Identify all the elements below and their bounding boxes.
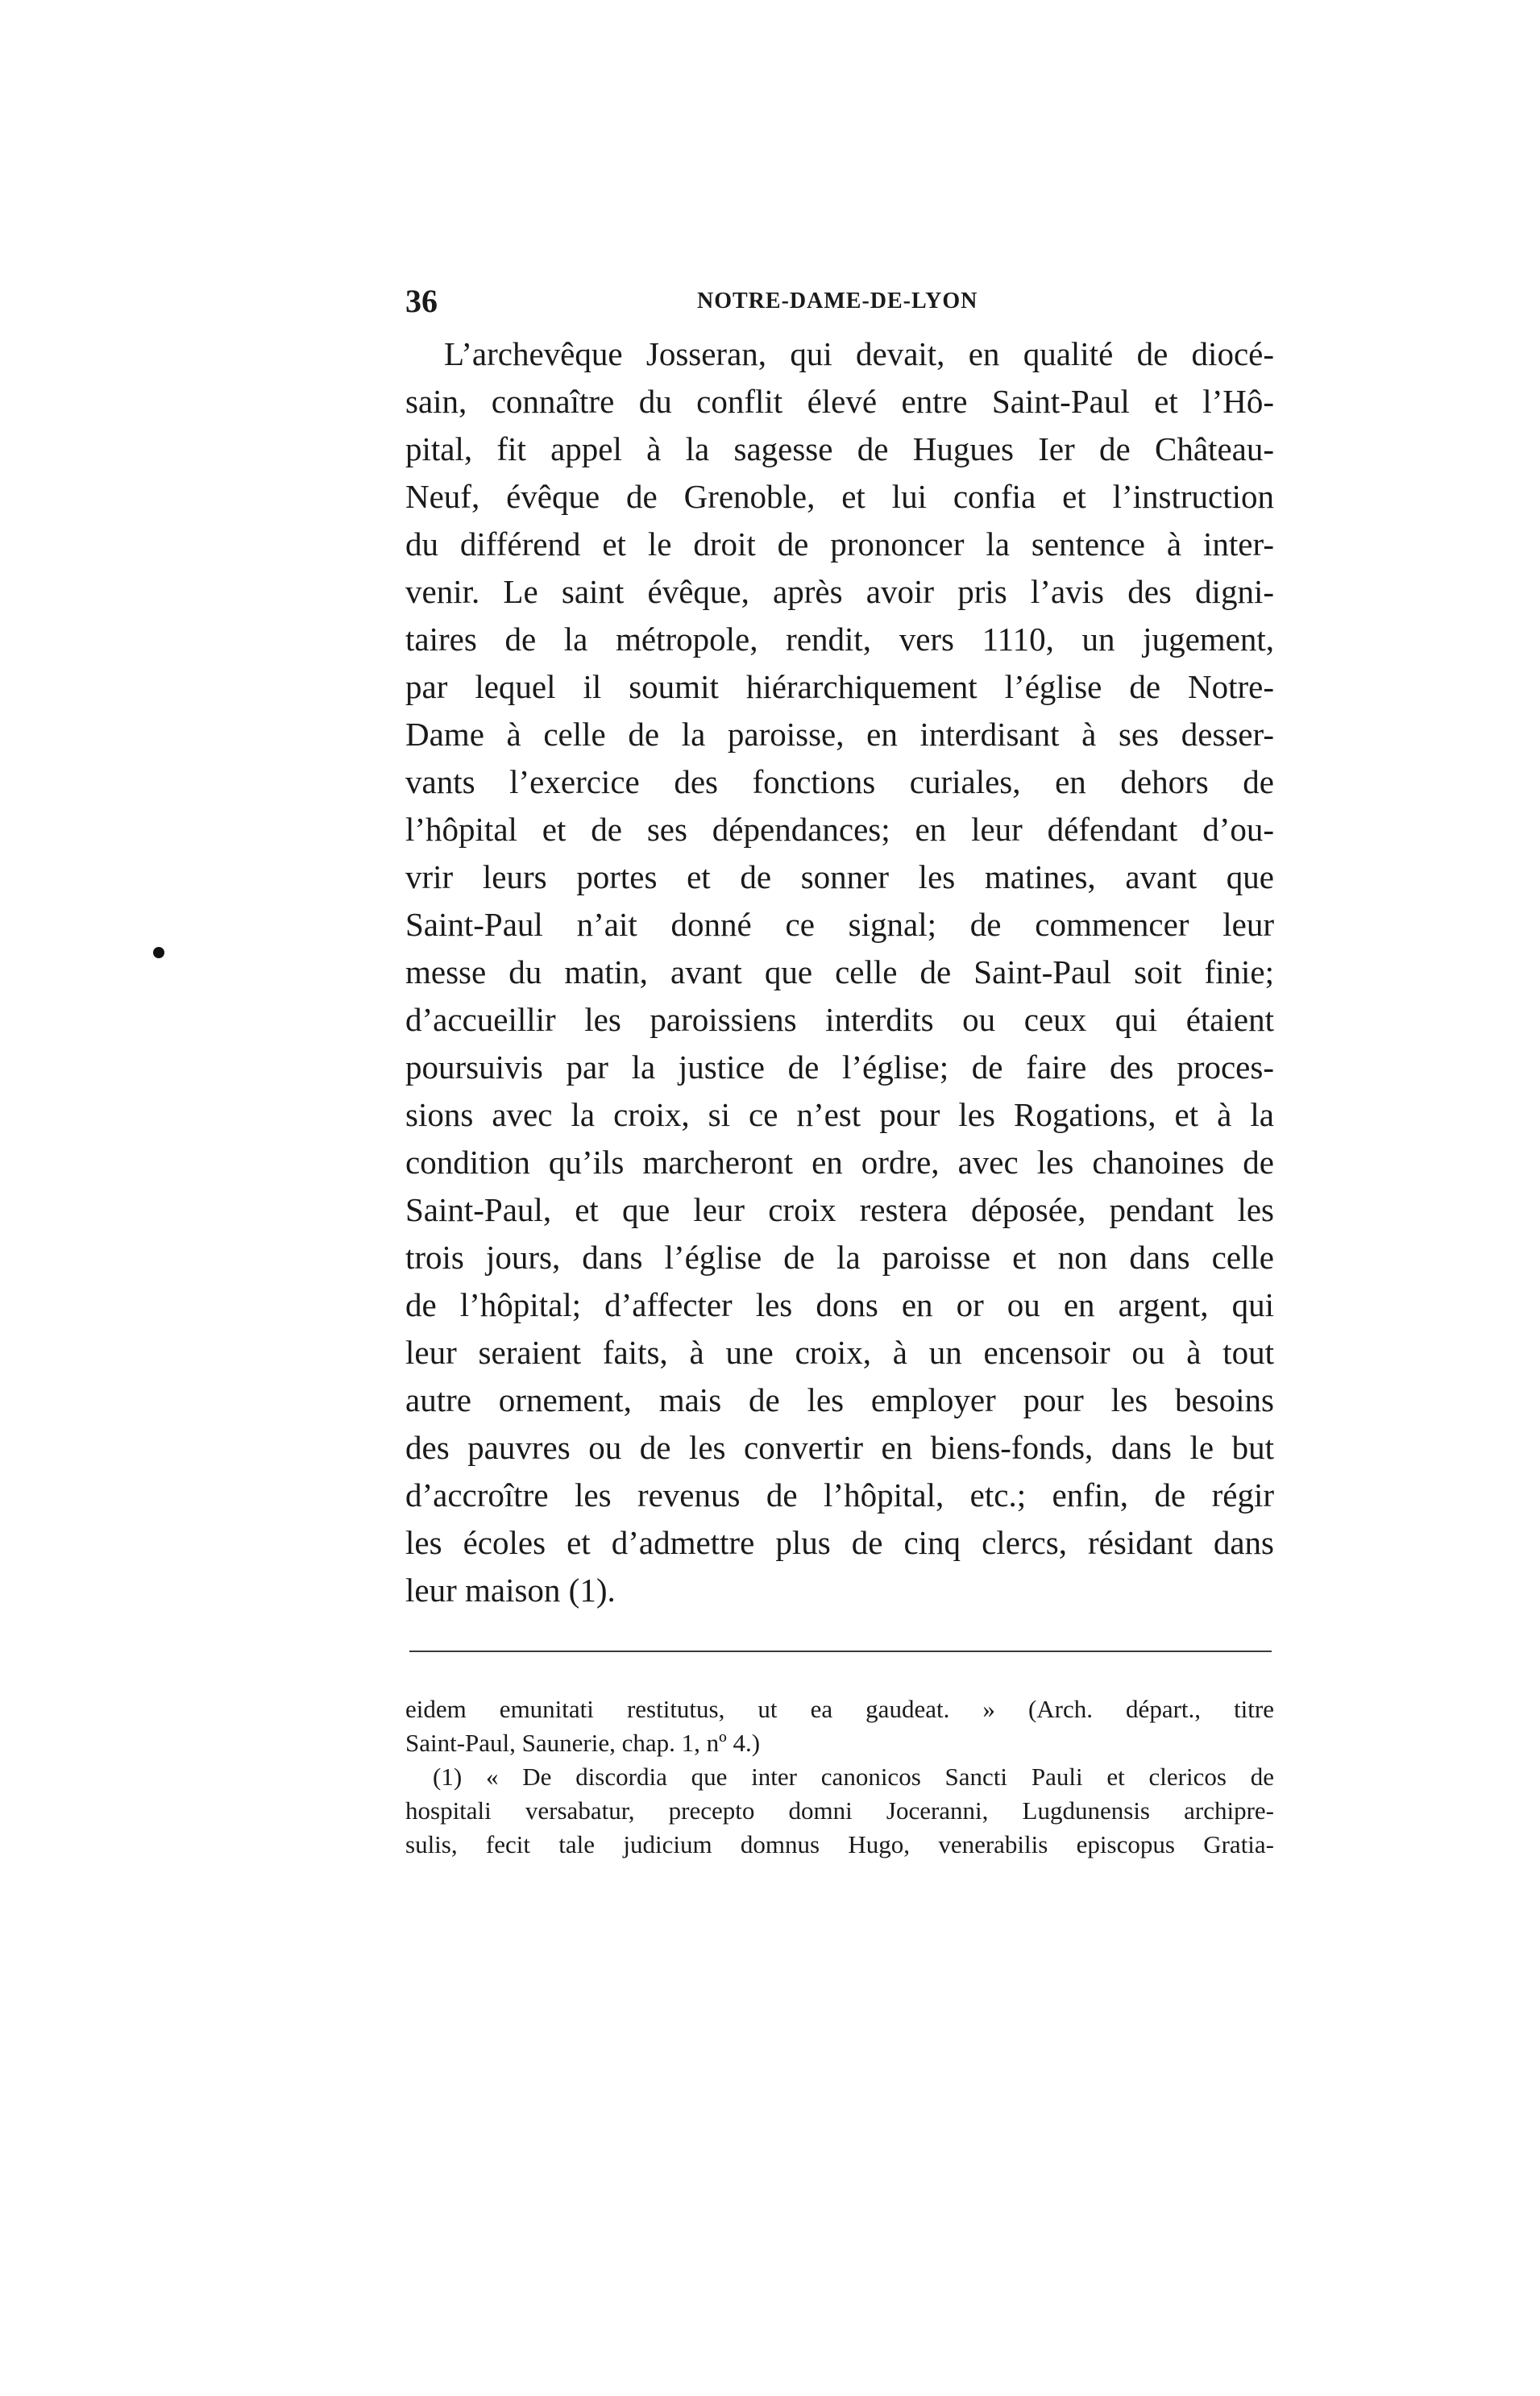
- body-line: Saint-Paul n’ait donné ce signal; de commencer leur: [405, 906, 1274, 943]
- body-line: pital, fit appel à la sagesse de Hugues Ier de Château-: [405, 430, 1274, 467]
- body-line: messe du matin, avant que celle de Saint-Paul soit finie;: [405, 953, 1274, 990]
- body-line: par lequel il soumit hiérarchiquement l’église de Notre-: [405, 668, 1274, 705]
- body-line: vrir leurs portes et de sonner les matines, avant que: [405, 858, 1274, 895]
- body-line: d’accroître les revenus de l’hôpital, etc.; enfin, de régir: [405, 1476, 1274, 1514]
- body-line: leur seraient faits, à une croix, à un encensoir ou à tout: [405, 1334, 1274, 1371]
- footnote-line: (1) « De discordia que inter canonicos Sancti Pauli et clericos de: [433, 1763, 1274, 1791]
- body-line: Neuf, évêque de Grenoble, et lui confia et l’instruction: [405, 478, 1274, 515]
- body-line: L’archevêque Josseran, qui devait, en qualité de diocé-: [444, 335, 1274, 372]
- body-line: sain, connaître du conflit élevé entre Saint-Paul et l’Hô-: [405, 383, 1274, 420]
- body-line: taires de la métropole, rendit, vers 1110, un jugement,: [405, 621, 1274, 658]
- body-line: d’accueillir les paroissiens interdits ou ceux qui étaient: [405, 1001, 1274, 1038]
- body-line: Saint-Paul, et que leur croix restera déposée, pendant les: [405, 1191, 1274, 1228]
- body-line: les écoles et d’admettre plus de cinq clercs, résidant dans: [405, 1524, 1274, 1561]
- body-line: l’hôpital et de ses dépendances; en leur défendant d’ou-: [405, 811, 1274, 848]
- body-line: des pauvres ou de les convertir en biens-fonds, dans le but: [405, 1429, 1274, 1466]
- footnote-line: sulis, fecit tale judicium domnus Hugo, venerabilis episcopus Gratia-: [405, 1830, 1274, 1858]
- footnotes: [405, 1692, 1274, 1862]
- body-line: venir. Le saint évêque, après avoir pris l’avis des digni-: [405, 573, 1274, 610]
- body-text: [405, 330, 1274, 1614]
- body-line: poursuivis par la justice de l’église; de faire des proces-: [405, 1049, 1274, 1086]
- body-line: sions avec la croix, si ce n’est pour les Rogations, et à la: [405, 1096, 1274, 1133]
- footnote-line: Saint-Paul, Saunerie, chap. 1, nº 4.): [405, 1729, 761, 1757]
- footnote-line: eidem emunitati restitutus, ut ea gaudeat. » (Arch. départ., titre: [405, 1695, 1274, 1723]
- body-line: de l’hôpital; d’affecter les dons en or ou en argent, qui: [405, 1286, 1274, 1323]
- body-line: autre ornement, mais de les employer pour les besoins: [405, 1381, 1274, 1418]
- body-line: trois jours, dans l’église de la paroisse et non dans celle: [405, 1239, 1274, 1276]
- body-line: vants l’exercice des fonctions curiales, en dehors de: [405, 763, 1274, 800]
- body-line: Dame à celle de la paroisse, en interdisant à ses desser-: [405, 716, 1274, 753]
- body-line: leur maison (1).: [405, 1572, 616, 1609]
- footnote-line: hospitali versabatur, precepto domni Joceranni, Lugdunensis archipre-: [405, 1796, 1274, 1825]
- page-number: 36: [405, 283, 438, 319]
- body-line: du différend et le droit de prononcer la sentence à inter-: [405, 525, 1274, 563]
- body-line: condition qu’ils marcheront en ordre, avec les chanoines de: [405, 1144, 1274, 1181]
- footnote-rule: [409, 1651, 1272, 1652]
- running-head: NOTRE-DAME-DE-LYON: [697, 289, 978, 314]
- ink-speck: [153, 947, 164, 958]
